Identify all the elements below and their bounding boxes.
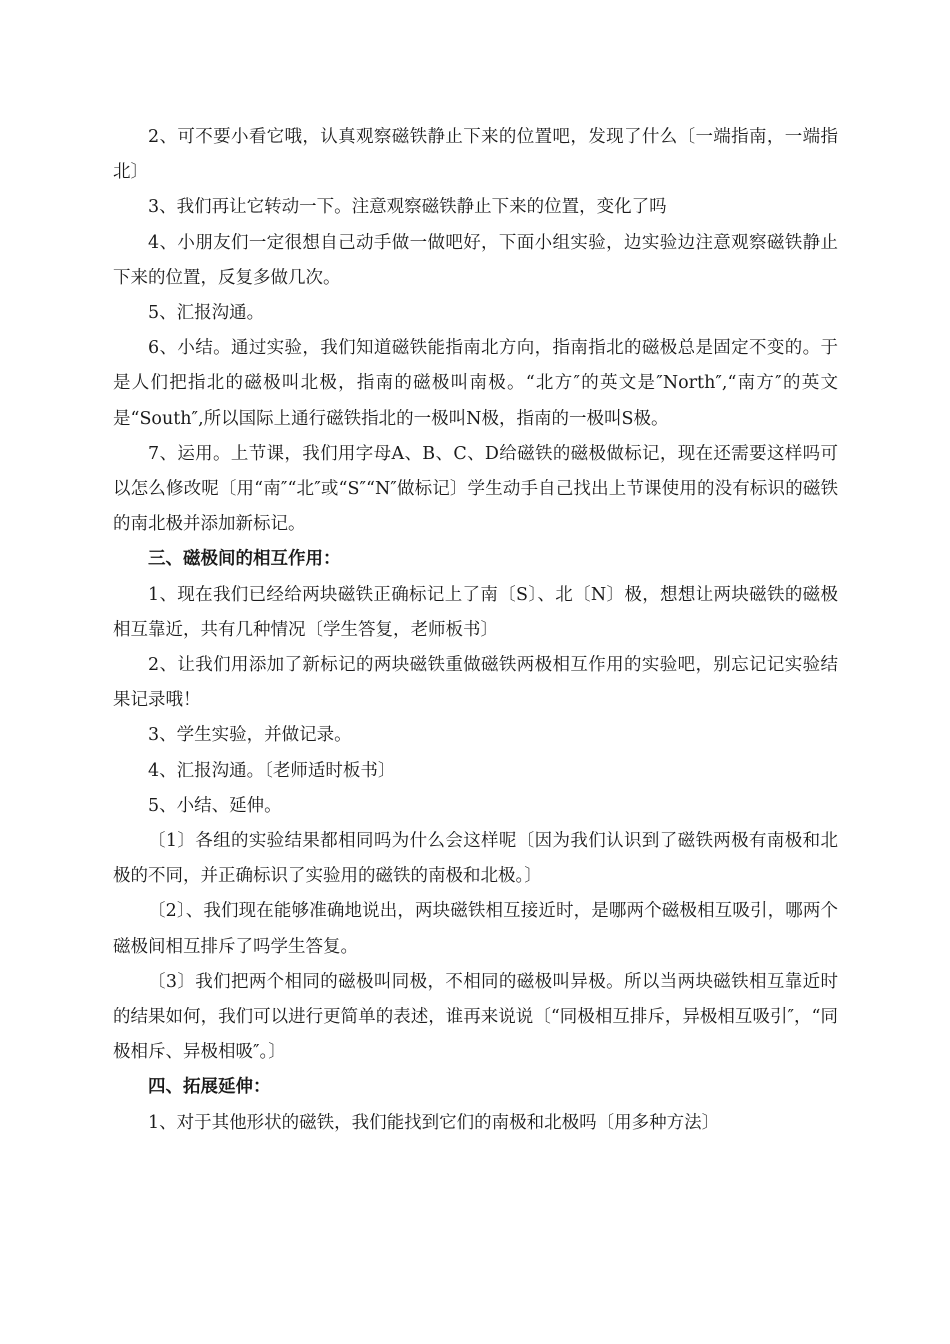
- paragraph-interaction-1: 1、现在我们已经给两块磁铁正确标记上了南〔S〕、北〔N〕极，想想让两块磁铁的磁极相互靠近，共有几种情况〔学生答复，老师板书〕: [113, 584, 838, 640]
- paragraph-interaction-4: 4、汇报沟通。〔老师适时板书〕: [148, 760, 396, 781]
- paragraph-interaction-3: 3、学生实验，并做记录。: [148, 725, 352, 746]
- paragraph-step-3: 3、我们再让它转动一下。注意观察磁铁静止下来的位置，变化了吗: [148, 197, 667, 218]
- paragraph-sub-2: 〔2〕、我们现在能够准确地说出，两块磁铁相互接近时，是哪两个磁极相互吸引，哪两个磁极间相互排斥了吗学生答复。: [113, 901, 838, 957]
- document-body: [113, 120, 838, 1141]
- paragraph-step-6-summary: 6、小结。通过实验，我们知道磁铁能指南北方向，指南指北的磁极总是固定不变的。于是人们把指北的磁极叫北极，指南的磁极叫南极。“北方″的英文是″North″,“南方″的英文是“South″,所以国际上通行磁铁指北的一极叫N极，指南的一极叫S极。: [113, 338, 838, 429]
- section-heading-4: 四、拓展延伸：: [148, 1077, 271, 1098]
- paragraph-step-4: 4、小朋友们一定很想自己动手做一做吧好，下面小组实验，边实验边注意观察磁铁静止下来的位置，反复多做几次。: [113, 232, 838, 288]
- section-heading-3: 三、磁极间的相互作用：: [148, 549, 341, 570]
- paragraph-extension-1: 1、对于其他形状的磁铁，我们能找到它们的南极和北极吗〔用多种方法〕: [148, 1112, 720, 1133]
- paragraph-step-5: 5、汇报沟通。: [148, 303, 265, 324]
- paragraph-interaction-5: 5、小结、延伸。: [148, 795, 282, 816]
- paragraph-step-7-application: 7、运用。上节课，我们用字母A、B、C、D给磁铁的磁极做标记，现在还需要这样吗可以怎么修改呢〔用“南″“北″或“S″“N″做标记〕学生动手自己找出上节课使用的没有标识的磁铁的南北极并添加新标记。: [113, 443, 838, 535]
- paragraph-sub-1: 〔1〕各组的实验结果都相同吗为什么会这样呢〔因为我们认识到了磁铁两极有南极和北极的不同，并正确标识了实验用的磁铁的南极和北极。〕: [113, 831, 838, 887]
- paragraph-sub-3: 〔3〕我们把两个相同的磁极叫同极，不相同的磁极叫异极。所以当两块磁铁相互靠近时的结果如何，我们可以进行更简单的表述，谁再来说说〔“同极相互排斥，异极相互吸引″，“同极相斥、异极相吸″。〕: [113, 971, 838, 1063]
- paragraph-interaction-2: 2、让我们用添加了新标记的两块磁铁重做磁铁两极相互作用的实验吧，别忘记记实验结果记录哦！: [113, 655, 838, 711]
- paragraph-step-2: 2、可不要小看它哦，认真观察磁铁静止下来的位置吧，发现了什么〔一端指南，一端指北〕: [113, 127, 838, 183]
